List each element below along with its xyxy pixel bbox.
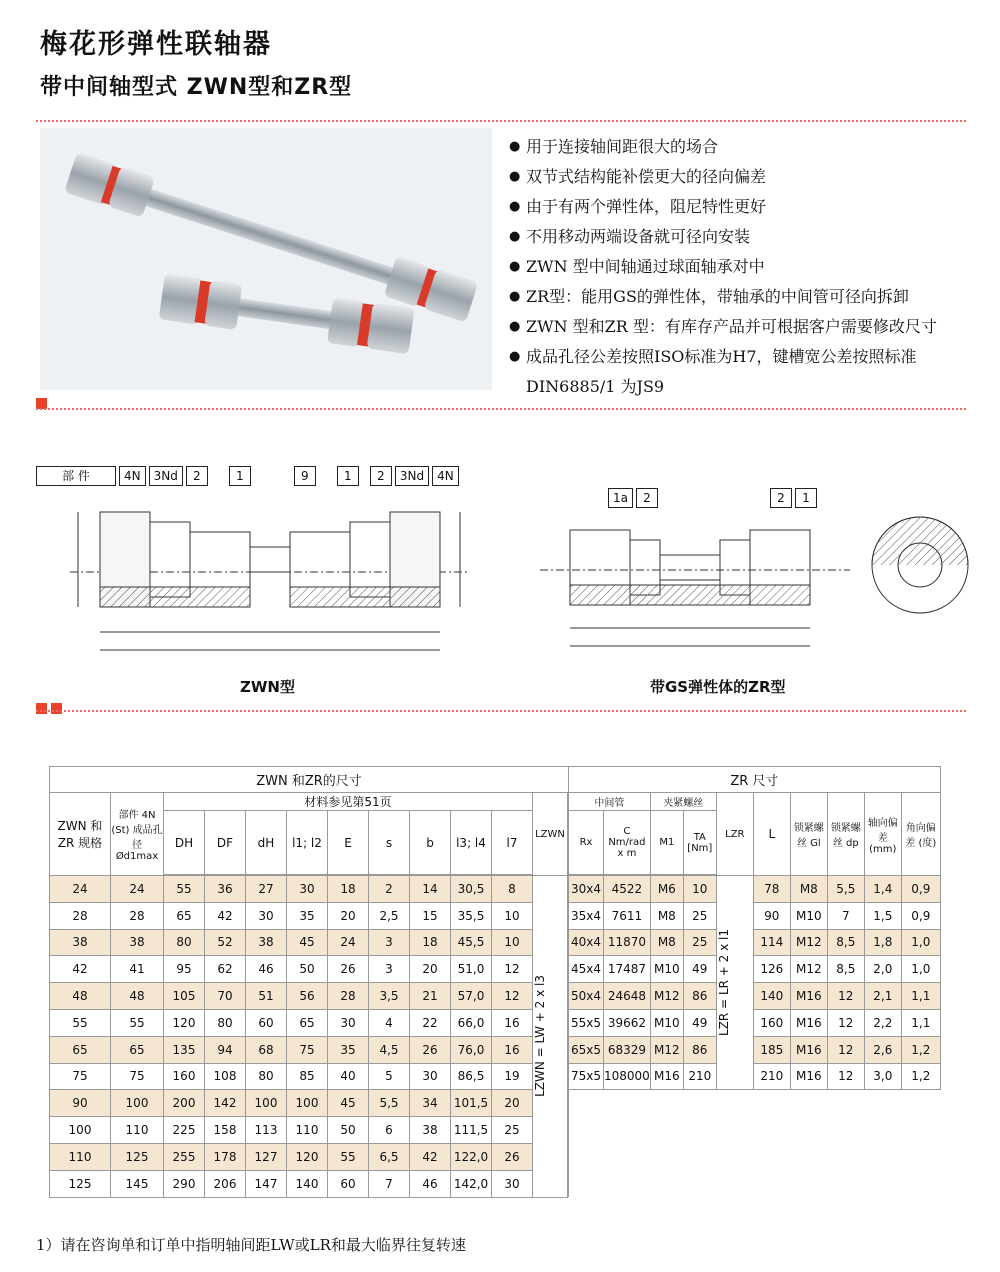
col-axial-header: 轴向偏差 (mm) (864, 793, 901, 876)
table-cell: 210 (683, 1063, 716, 1090)
zr-drawing (530, 500, 980, 664)
table-cell: 290 (164, 1170, 205, 1197)
table-cell: 35x4 (569, 902, 604, 929)
col-angular-header: 角向偏差 (度) (901, 793, 940, 876)
table-row (50, 983, 941, 1010)
table-row (50, 902, 941, 929)
table-cell: 55x5 (569, 1009, 604, 1036)
table-cell: 42 (205, 902, 246, 929)
zwn-caption: ZWN型 (240, 678, 295, 696)
zwn-length-formula: LZWN = LW + 2 x l3 (533, 975, 547, 1098)
table-cell: 86 (683, 983, 716, 1010)
table-cell: 65 (50, 1036, 111, 1063)
table-cell: M16 (790, 1009, 827, 1036)
table-cell: 2,1 (864, 983, 901, 1010)
table-cell: 210 (753, 1063, 790, 1090)
table-cell: 40x4 (569, 929, 604, 956)
table-cell: 1,1 (901, 1009, 940, 1036)
table-cell: 125 (50, 1170, 111, 1197)
table-cell: 80 (205, 1009, 246, 1036)
table-cell: 65 (164, 902, 205, 929)
col-size-header: ZWN 和ZR 规格 (50, 793, 111, 876)
table-cell: 36 (205, 876, 246, 903)
table-cell: M12 (790, 929, 827, 956)
table-row (50, 929, 941, 956)
col-header: M1 (650, 811, 683, 875)
table-cell: 50x4 (569, 983, 604, 1010)
part-number: 2 (370, 466, 392, 486)
feature-item: ● 成品孔径公差按照ISO标准为H7，键槽宽公差按照标准 (512, 342, 982, 372)
part-number: 1 (337, 466, 359, 486)
col-header: C Nm/rad x m (604, 811, 651, 875)
table-cell: 56 (287, 983, 328, 1010)
table-cell: M6 (650, 876, 683, 903)
col-header: s (369, 811, 410, 875)
part-number: 1 (229, 466, 251, 486)
table-cell: 101,5 (451, 1090, 492, 1117)
zr-formula-cell (716, 876, 753, 1090)
table-cell: 26 (410, 1036, 451, 1063)
col-header: DF (205, 811, 246, 875)
table-cell: 15 (410, 902, 451, 929)
table-cell: 90 (50, 1090, 111, 1117)
table-cell: 65 (111, 1036, 164, 1063)
table-cell: 127 (246, 1143, 287, 1170)
table-cell: 28 (111, 902, 164, 929)
feature-item: ● 不用移动两端设备就可径向安装 (512, 222, 982, 252)
table-cell: 57,0 (451, 983, 492, 1010)
table-cell: 135 (164, 1036, 205, 1063)
table-cell: 42 (410, 1143, 451, 1170)
table-cell: 24648 (604, 983, 651, 1010)
table-cell: 45 (287, 929, 328, 956)
table-cell: 35 (287, 902, 328, 929)
table-cell: 26 (328, 956, 369, 983)
table-cell: 30 (410, 1063, 451, 1090)
table-cell: 28 (50, 902, 111, 929)
col-lzr-header: LZR (716, 793, 753, 876)
col-header: l7 (492, 811, 533, 875)
table-cell: 49 (683, 1009, 716, 1036)
section-marker (51, 703, 62, 714)
footnote: 1）请在咨询单和订单中指明轴间距LW或LR和最大临界往复转速 (36, 1236, 466, 1254)
product-photo (40, 128, 492, 390)
table-cell: 255 (164, 1143, 205, 1170)
table-cell: 20 (492, 1090, 533, 1117)
table-cell: 142,0 (451, 1170, 492, 1197)
col-dp-header: 锁紧螺丝 dp (827, 793, 864, 876)
table-cell: 100 (287, 1090, 328, 1117)
table-cell: 30 (492, 1170, 533, 1197)
table-cell: 12 (492, 956, 533, 983)
table-cell: 78 (753, 876, 790, 903)
table-cell: 2 (369, 876, 410, 903)
table-cell: 41 (111, 956, 164, 983)
col-lzwn-header: LZWN (533, 793, 568, 876)
part-number: 3Nd (149, 466, 183, 486)
table-cell: 160 (753, 1009, 790, 1036)
divider (36, 120, 966, 122)
table-cell: 42 (50, 956, 111, 983)
table-cell: 20 (328, 902, 369, 929)
table-cell: 4,5 (369, 1036, 410, 1063)
table-cell: M10 (650, 956, 683, 983)
table-title-zwn-zr: ZWN 和ZR的尺寸 (50, 767, 569, 793)
table-cell: 51,0 (451, 956, 492, 983)
table-cell: 10 (492, 902, 533, 929)
page-title: 梅花形弹性联轴器 (40, 29, 272, 60)
table-cell: 16 (492, 1036, 533, 1063)
table-cell: 12 (827, 1009, 864, 1036)
table-cell: M16 (790, 1036, 827, 1063)
table-cell: M8 (650, 902, 683, 929)
table-cell: 52 (205, 929, 246, 956)
table-cell: 35,5 (451, 902, 492, 929)
table-cell: M10 (790, 902, 827, 929)
col-header: l3; l4 (451, 811, 492, 875)
col-header: E (328, 811, 369, 875)
table-cell: 70 (205, 983, 246, 1010)
table-cell: 0,9 (901, 876, 940, 903)
table-cell: M16 (790, 1063, 827, 1090)
table-cell: 3 (369, 956, 410, 983)
table-cell: 55 (328, 1143, 369, 1170)
table-cell: 12 (827, 1063, 864, 1090)
table-cell: 22 (410, 1009, 451, 1036)
table-cell: 225 (164, 1117, 205, 1144)
table-cell: 3,5 (369, 983, 410, 1010)
table-cell: 125 (111, 1143, 164, 1170)
table-cell: M16 (790, 983, 827, 1010)
part-number: 1 (795, 488, 817, 508)
table-cell: 38 (246, 929, 287, 956)
table-cell: 206 (205, 1170, 246, 1197)
table-row (50, 1090, 941, 1117)
table-cell: 66,0 (451, 1009, 492, 1036)
table-cell: 8 (492, 876, 533, 903)
table-cell: 1,8 (864, 929, 901, 956)
table-cell: 1,0 (901, 929, 940, 956)
table-cell: 122,0 (451, 1143, 492, 1170)
table-cell: 65 (287, 1009, 328, 1036)
col-bore-header: 部件 4N (St) 成品孔径 Ød1max (111, 793, 164, 876)
table-row (50, 1036, 941, 1063)
table-cell: 30 (246, 902, 287, 929)
table-cell: M16 (650, 1063, 683, 1090)
table-title-zr: ZR 尺寸 (569, 767, 941, 793)
table-cell: 110 (287, 1117, 328, 1144)
table-cell: M10 (650, 1009, 683, 1036)
table-cell: 160 (164, 1063, 205, 1090)
table-cell: 86,5 (451, 1063, 492, 1090)
table-cell: 1,2 (901, 1063, 940, 1090)
table-cell: 114 (753, 929, 790, 956)
table-cell: 30 (287, 876, 328, 903)
part-number: 4N (119, 466, 146, 486)
feature-item: ● 双节式结构能补偿更大的径向偏差 (512, 162, 982, 192)
table-cell: 24 (50, 876, 111, 903)
table-cell: M8 (790, 876, 827, 903)
table-cell: 85 (287, 1063, 328, 1090)
part-number: 1a (608, 488, 633, 508)
part-number: 2 (636, 488, 658, 508)
table-cell: 120 (164, 1009, 205, 1036)
table-cell: 1,4 (864, 876, 901, 903)
table-cell: 95 (164, 956, 205, 983)
table-cell: 75x5 (569, 1063, 604, 1090)
empty-area (569, 1090, 941, 1197)
table-cell: 5,5 (827, 876, 864, 903)
table-cell: 12 (492, 983, 533, 1010)
table-cell: 45,5 (451, 929, 492, 956)
table-cell: 19 (492, 1063, 533, 1090)
table-cell: 100 (111, 1090, 164, 1117)
table-cell: 55 (164, 876, 205, 903)
table-cell: 39662 (604, 1009, 651, 1036)
table-cell: 75 (50, 1063, 111, 1090)
feature-list (512, 132, 982, 402)
table-cell: 7 (827, 902, 864, 929)
page-subtitle: 带中间轴型式 ZWN型和ZR型 (40, 75, 353, 100)
table-cell: 10 (492, 929, 533, 956)
col-header: DH (164, 811, 205, 875)
table-cell: 140 (287, 1170, 328, 1197)
table-cell: 55 (111, 1009, 164, 1036)
table-cell: 60 (328, 1170, 369, 1197)
table-cell: 4 (369, 1009, 410, 1036)
feature-item-continued: DIN6885/1 为JS9 (526, 377, 665, 396)
table-cell: 8,5 (827, 956, 864, 983)
feature-item: ● ZWN 型中间轴通过球面轴承对中 (512, 252, 982, 282)
table-cell: 28 (328, 983, 369, 1010)
table-cell: 80 (164, 929, 205, 956)
table-cell: 60 (246, 1009, 287, 1036)
table-cell: M12 (650, 1036, 683, 1063)
table-cell: 24 (328, 929, 369, 956)
group-tube-header: 中间管 (569, 793, 651, 811)
divider (36, 710, 966, 712)
table-cell: 75 (111, 1063, 164, 1090)
table-cell: 1,1 (901, 983, 940, 1010)
table-row (50, 956, 941, 983)
spec-table (49, 766, 941, 1198)
table-cell: 1,0 (901, 956, 940, 983)
table-cell: 75 (287, 1036, 328, 1063)
table-cell: 40 (328, 1063, 369, 1090)
table-cell: M12 (790, 956, 827, 983)
table-cell: 1,5 (864, 902, 901, 929)
table-cell: 142 (205, 1090, 246, 1117)
table-cell: 113 (246, 1117, 287, 1144)
group-screw-header: 夹紧螺丝 (650, 793, 716, 811)
table-cell: 38 (410, 1117, 451, 1144)
table-cell: 111,5 (451, 1117, 492, 1144)
table-cell: 62 (205, 956, 246, 983)
table-cell: 3 (369, 929, 410, 956)
table-cell: 30,5 (451, 876, 492, 903)
table-cell: 24 (111, 876, 164, 903)
table-cell: 34 (410, 1090, 451, 1117)
section-marker (36, 703, 47, 714)
col-header: l1; l2 (287, 811, 328, 875)
table-cell: 80 (246, 1063, 287, 1090)
zr-length-formula: LZR = LR + 2 x l1 (716, 929, 731, 1037)
table-cell: 17487 (604, 956, 651, 983)
table-cell: 108000 (604, 1063, 651, 1090)
table-cell: 100 (246, 1090, 287, 1117)
feature-item: ● 用于连接轴间距很大的场合 (512, 132, 982, 162)
materials-note: 材料参见第51页 (164, 793, 533, 811)
parts-label: 部 件 (36, 466, 116, 486)
table-cell: 185 (753, 1036, 790, 1063)
table-cell: 25 (492, 1117, 533, 1144)
table-cell: 50 (287, 956, 328, 983)
table-cell: 86 (683, 1036, 716, 1063)
table-cell: 105 (164, 983, 205, 1010)
table-cell: 140 (753, 983, 790, 1010)
col-header: Rx (569, 811, 604, 875)
table-cell: 2,0 (864, 956, 901, 983)
table-cell: 25 (683, 929, 716, 956)
table-cell: 200 (164, 1090, 205, 1117)
table-cell: 10 (683, 876, 716, 903)
table-cell: 21 (410, 983, 451, 1010)
divider (36, 408, 966, 410)
col-header: TA [Nm] (683, 811, 716, 875)
table-cell: M12 (650, 983, 683, 1010)
feature-item: ● 由于有两个弹性体，阻尼特性更好 (512, 192, 982, 222)
table-cell: 11870 (604, 929, 651, 956)
zr-caption: 带GS弹性体的ZR型 (650, 678, 786, 696)
part-number: 3Nd (395, 466, 429, 486)
table-cell: 90 (753, 902, 790, 929)
col-header: dH (246, 811, 287, 875)
table-row (50, 876, 941, 903)
table-cell: 18 (410, 929, 451, 956)
table-cell: 45 (328, 1090, 369, 1117)
table-cell: 4522 (604, 876, 651, 903)
table-row (50, 1009, 941, 1036)
feature-item: ● ZR型：能用GS的弹性体，带轴承的中间管可径向拆卸 (512, 282, 982, 312)
table-cell: 1,2 (901, 1036, 940, 1063)
table-cell: 68 (246, 1036, 287, 1063)
table-cell: 147 (246, 1170, 287, 1197)
table-cell: 48 (50, 983, 111, 1010)
table-cell: 120 (287, 1143, 328, 1170)
table-cell: 25 (683, 902, 716, 929)
table-cell: 20 (410, 956, 451, 983)
table-cell: 5,5 (369, 1090, 410, 1117)
table-cell: 68329 (604, 1036, 651, 1063)
table-cell: 178 (205, 1143, 246, 1170)
col-header: b (410, 811, 451, 875)
col-l-header: L (753, 793, 790, 876)
table-cell: 8,5 (827, 929, 864, 956)
feature-item: ● ZWN 型和ZR 型：有库存产品并可根据客户需要修改尺寸 (512, 312, 982, 342)
table-cell: 26 (492, 1143, 533, 1170)
table-cell: 110 (111, 1117, 164, 1144)
table-cell: 110 (50, 1143, 111, 1170)
table-cell: 158 (205, 1117, 246, 1144)
table-cell: 76,0 (451, 1036, 492, 1063)
table-cell: 46 (410, 1170, 451, 1197)
zwn-formula-cell (533, 876, 568, 1198)
table-cell: 2,5 (369, 902, 410, 929)
table-cell: 14 (410, 876, 451, 903)
table-cell: 108 (205, 1063, 246, 1090)
table-cell: 46 (246, 956, 287, 983)
table-cell: 27 (246, 876, 287, 903)
table-cell: 5 (369, 1063, 410, 1090)
table-cell: 35 (328, 1036, 369, 1063)
table-cell: 100 (50, 1117, 111, 1144)
table-cell: 48 (111, 983, 164, 1010)
table-cell: 0,9 (901, 902, 940, 929)
table-cell: 6,5 (369, 1143, 410, 1170)
table-cell: 145 (111, 1170, 164, 1197)
table-cell: 65x5 (569, 1036, 604, 1063)
col-gl-header: 锁紧螺丝 Gl (790, 793, 827, 876)
table-cell: 12 (827, 983, 864, 1010)
table-cell: 94 (205, 1036, 246, 1063)
table-cell: 16 (492, 1009, 533, 1036)
table-cell: 55 (50, 1009, 111, 1036)
part-number: 2 (186, 466, 208, 486)
table-cell: M8 (650, 929, 683, 956)
table-cell: 38 (50, 929, 111, 956)
table-cell: 6 (369, 1117, 410, 1144)
table-cell: 50 (328, 1117, 369, 1144)
part-number: 2 (770, 488, 792, 508)
table-cell: 3,0 (864, 1063, 901, 1090)
part-number: 4N (432, 466, 459, 486)
zwn-drawing (60, 462, 480, 666)
table-row (50, 1063, 941, 1090)
table-cell: 49 (683, 956, 716, 983)
table-cell: 30x4 (569, 876, 604, 903)
table-cell: 2,2 (864, 1009, 901, 1036)
table-cell: 38 (111, 929, 164, 956)
table-cell: 30 (328, 1009, 369, 1036)
table-cell: 18 (328, 876, 369, 903)
table-cell: 12 (827, 1036, 864, 1063)
table-cell: 7 (369, 1170, 410, 1197)
table-cell: 2,6 (864, 1036, 901, 1063)
table-cell: 45x4 (569, 956, 604, 983)
table-cell: 51 (246, 983, 287, 1010)
table-cell: 7611 (604, 902, 651, 929)
part-number: 9 (294, 466, 316, 486)
table-cell: 126 (753, 956, 790, 983)
